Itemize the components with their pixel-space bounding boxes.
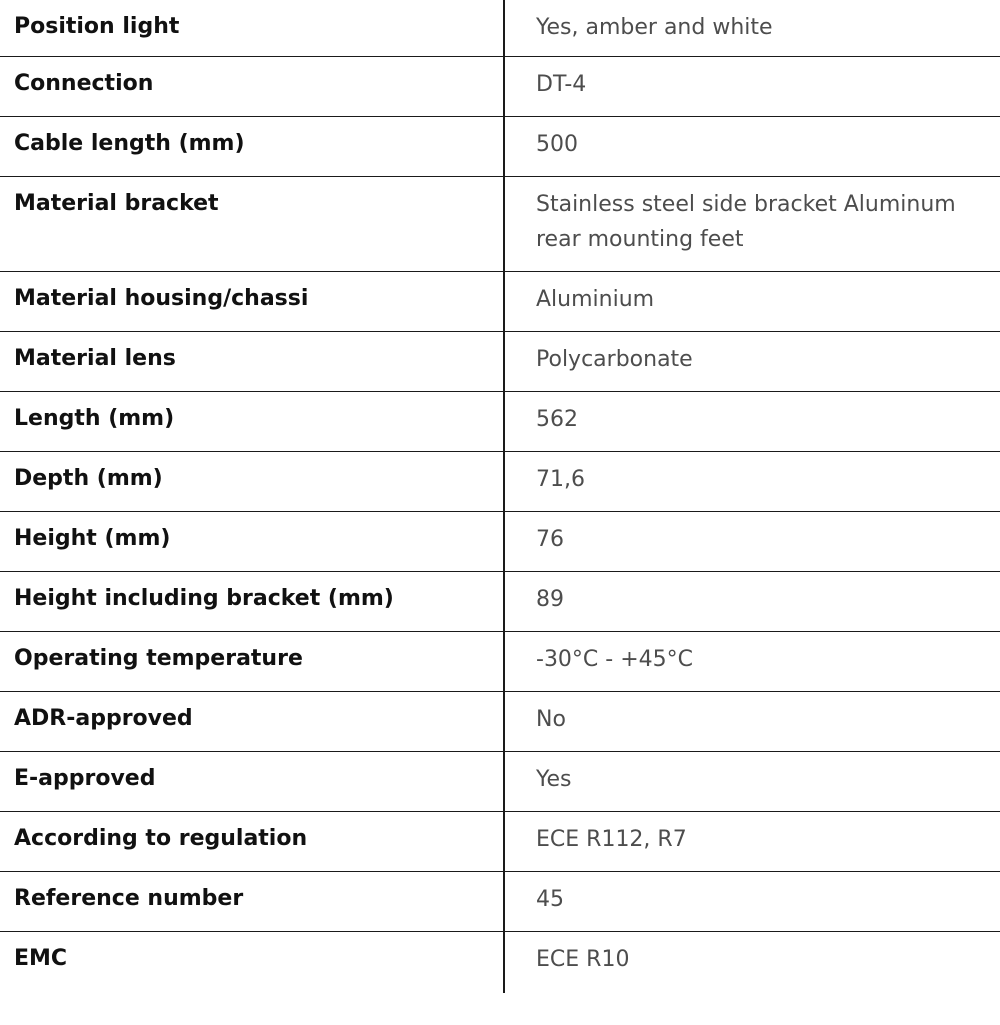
- spec-value: ECE R112, R7: [536, 827, 687, 852]
- spec-row: [0, 332, 1000, 392]
- spec-value: 89: [536, 587, 564, 612]
- spec-label: Material housing/chassi: [14, 286, 309, 311]
- spec-label: Cable length (mm): [14, 131, 245, 156]
- spec-value: ECE R10: [536, 947, 630, 972]
- spec-label: EMC: [14, 946, 68, 971]
- spec-label: Reference number: [14, 886, 244, 911]
- spec-value: DT-4: [536, 72, 587, 97]
- spec-label: Connection: [14, 71, 154, 96]
- spec-label: Operating temperature: [14, 646, 303, 671]
- spec-row: [0, 932, 1000, 992]
- spec-row: [0, 812, 1000, 872]
- spec-row: [0, 272, 1000, 332]
- spec-label: Height including bracket (mm): [14, 586, 394, 611]
- spec-row: [0, 0, 1000, 57]
- spec-label: ADR-approved: [14, 706, 193, 731]
- spec-row: [0, 117, 1000, 177]
- spec-row: [0, 452, 1000, 512]
- spec-label: Position light: [14, 14, 180, 39]
- spec-label: E-approved: [14, 766, 156, 791]
- spec-value: Yes: [536, 767, 572, 792]
- spec-row: [0, 392, 1000, 452]
- spec-value: 71,6: [536, 467, 585, 492]
- spec-value: 45: [536, 887, 564, 912]
- spec-value: -30°C - +45°C: [536, 647, 694, 672]
- spec-value: 562: [536, 407, 578, 432]
- spec-row: [0, 57, 1000, 117]
- spec-value: 500: [536, 132, 578, 157]
- spec-label: Depth (mm): [14, 466, 163, 491]
- column-divider: [503, 0, 505, 993]
- spec-row: [0, 872, 1000, 932]
- spec-row: [0, 512, 1000, 572]
- spec-label: Material lens: [14, 346, 176, 371]
- spec-label: Height (mm): [14, 526, 171, 551]
- spec-label: According to regulation: [14, 826, 308, 851]
- spec-label: Material bracket: [14, 191, 219, 216]
- spec-value: Stainless steel side bracket Aluminum rear mounting feet: [536, 192, 956, 252]
- spec-row: [0, 177, 1000, 272]
- spec-label: Length (mm): [14, 406, 175, 431]
- spec-value: Polycarbonate: [536, 347, 693, 372]
- spec-value: 76: [536, 527, 564, 552]
- spec-value: No: [536, 707, 566, 732]
- spec-row: [0, 752, 1000, 812]
- spec-value: Yes, amber and white: [536, 15, 773, 40]
- spec-row: [0, 632, 1000, 692]
- spec-row: [0, 692, 1000, 752]
- spec-row: [0, 572, 1000, 632]
- spec-value: Aluminium: [536, 287, 655, 312]
